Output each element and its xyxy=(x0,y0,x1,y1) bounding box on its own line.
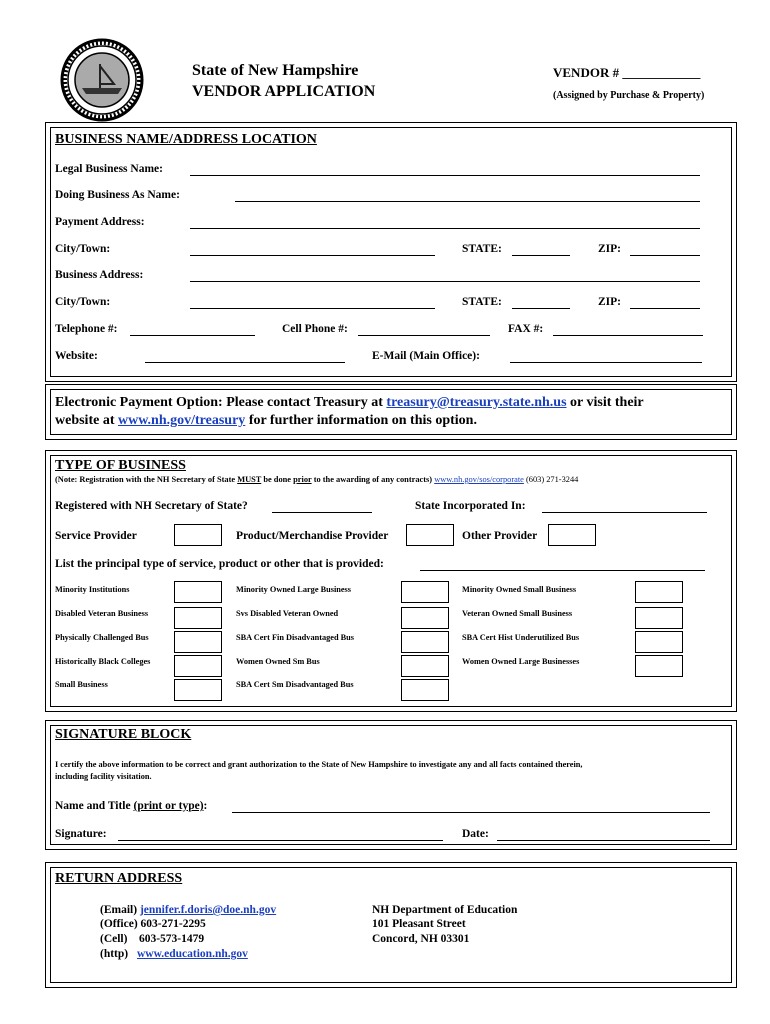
print-or-type-text: (print or type) xyxy=(133,800,204,812)
fax-label: FAX #: xyxy=(508,323,544,335)
payment-text1: Electronic Payment Option: Please contact Treasury at xyxy=(55,395,383,410)
signature-field[interactable] xyxy=(118,840,443,841)
dba-field[interactable] xyxy=(235,201,700,202)
zip1-label: ZIP: xyxy=(598,243,621,255)
service-provider-checkbox[interactable] xyxy=(174,524,222,546)
principal-type-label: List the principal type of service, product or other that is provided: xyxy=(55,558,384,570)
city1-label: City/Town: xyxy=(55,243,111,255)
city1-field[interactable] xyxy=(190,255,435,256)
payment-section xyxy=(45,384,737,440)
website-label: Website: xyxy=(55,350,98,362)
cat-veteran-small-checkbox[interactable] xyxy=(635,607,683,629)
return-email-label: (Email) xyxy=(100,904,138,916)
cat-physically-challenged-checkbox[interactable] xyxy=(174,631,222,653)
name-title-colon: : xyxy=(203,800,208,812)
state1-field[interactable] xyxy=(512,255,570,256)
return-email-link[interactable]: jennifer.f.doris@doe.nh.gov xyxy=(139,904,277,916)
note-prefix: (Note: Registration with the NH Secretary of State xyxy=(55,475,236,484)
cat-svs-disabled-veteran-checkbox[interactable] xyxy=(401,607,449,629)
sos-link[interactable]: www.nh.gov/sos/corporate xyxy=(434,475,524,484)
return-city: Concord, NH 03301 xyxy=(372,933,470,945)
fax-field[interactable] xyxy=(553,335,703,336)
cat-minority-large: Minority Owned Large Business xyxy=(236,585,352,594)
treasury-email-link[interactable]: treasury@treasury.state.nh.us xyxy=(386,395,567,410)
dba-label: Doing Business As Name: xyxy=(55,189,180,201)
cat-veteran-small: Veteran Owned Small Business xyxy=(462,609,573,618)
cat-women-large: Women Owned Large Businesses xyxy=(462,657,580,666)
page-title-line2: VENDOR APPLICATION xyxy=(192,83,376,100)
signature-section-heading: SIGNATURE BLOCK xyxy=(55,727,192,742)
cat-black-colleges: Historically Black Colleges xyxy=(55,657,151,666)
business-address-section xyxy=(45,122,737,382)
page-title-line1: State of New Hampshire xyxy=(192,62,359,79)
return-dept: NH Department of Education xyxy=(372,904,518,916)
legal-name-field[interactable] xyxy=(190,175,700,176)
state-incorporated-label: State Incorporated In: xyxy=(415,500,526,512)
return-web-line xyxy=(100,948,248,960)
cat-sba-sm-disadvantaged-checkbox[interactable] xyxy=(401,679,449,701)
date-field[interactable] xyxy=(497,840,710,841)
other-provider-checkbox[interactable] xyxy=(548,524,596,546)
payment-line1 xyxy=(55,395,644,411)
cat-women-small-checkbox[interactable] xyxy=(401,655,449,677)
city2-label: City/Town: xyxy=(55,296,111,308)
telephone-label: Telephone #: xyxy=(55,323,118,335)
payment-text4: for further information on this option. xyxy=(248,413,477,428)
certify-line1: I certify the above information to be correct and grant authorization to the State of New Hampshire to investigate any and all facts contained therein, xyxy=(55,760,583,769)
name-title-label xyxy=(55,800,207,812)
cat-svs-disabled-veteran: Svs Disabled Veteran Owned xyxy=(236,609,339,618)
vendor-number-note: (Assigned by Purchase & Property) xyxy=(553,90,705,101)
return-section-heading: RETURN ADDRESS xyxy=(55,871,183,886)
cat-sba-hist-underutilized-checkbox[interactable] xyxy=(635,631,683,653)
payment-address-field[interactable] xyxy=(190,228,700,229)
legal-name-label: Legal Business Name: xyxy=(55,163,163,175)
cat-sba-sm-disadvantaged: SBA Cert Sm Disadvantaged Bus xyxy=(236,680,354,689)
name-title-text: Name and Title xyxy=(55,800,131,812)
cat-small-business: Small Business xyxy=(55,680,108,689)
name-title-field[interactable] xyxy=(232,812,710,813)
payment-text3: website at xyxy=(55,413,115,428)
cell-phone-label: Cell Phone #: xyxy=(282,323,348,335)
cat-physically-challenged: Physically Challenged Bus xyxy=(55,633,149,642)
other-provider-label: Other Provider xyxy=(462,530,538,542)
cat-disabled-veteran: Disabled Veteran Business xyxy=(55,609,149,618)
zip2-field[interactable] xyxy=(630,308,700,309)
return-office-phone: (Office) 603-271-2295 xyxy=(100,918,206,930)
registration-note xyxy=(55,475,578,484)
service-provider-label: Service Provider xyxy=(55,530,137,542)
product-provider-label: Product/Merchandise Provider xyxy=(236,530,389,542)
cat-small-business-checkbox[interactable] xyxy=(174,679,222,701)
email-label: E-Mail (Main Office): xyxy=(372,350,480,362)
principal-type-field[interactable] xyxy=(420,570,705,571)
cat-black-colleges-checkbox[interactable] xyxy=(174,655,222,677)
return-street: 101 Pleasant Street xyxy=(372,918,466,930)
business-address-label: Business Address: xyxy=(55,269,144,281)
signature-label: Signature: xyxy=(55,828,107,840)
payment-line2 xyxy=(55,413,477,429)
registered-field[interactable] xyxy=(272,512,372,513)
city2-field[interactable] xyxy=(190,308,435,309)
telephone-field[interactable] xyxy=(130,335,255,336)
cat-sba-hist-underutilized: SBA Cert Hist Underutilized Bus xyxy=(462,633,580,642)
payment-text2: or visit their xyxy=(570,395,644,410)
state2-label: STATE: xyxy=(462,296,502,308)
cat-minority-small-checkbox[interactable] xyxy=(635,581,683,603)
business-section-heading: BUSINESS NAME/ADDRESS LOCATION xyxy=(55,132,317,147)
cat-minority-institutions-checkbox[interactable] xyxy=(174,581,222,603)
cat-sba-fin-disadvantaged: SBA Cert Fin Disadvantaged Bus xyxy=(236,633,355,642)
state1-label: STATE: xyxy=(462,243,502,255)
state2-field[interactable] xyxy=(512,308,570,309)
note-mid: be done xyxy=(263,475,292,484)
cat-minority-institutions: Minority Institutions xyxy=(55,585,130,594)
email-field[interactable] xyxy=(510,362,702,363)
note-prior: prior xyxy=(293,475,312,484)
business-address-field[interactable] xyxy=(190,281,700,282)
return-http-label: (http) xyxy=(100,948,129,960)
return-email-line xyxy=(100,904,276,916)
website-field[interactable] xyxy=(145,362,345,363)
certify-line2: including facility visitation. xyxy=(55,772,152,781)
zip1-field[interactable] xyxy=(630,255,700,256)
registered-label: Registered with NH Secretary of State? xyxy=(55,500,248,512)
date-label: Date: xyxy=(462,828,489,840)
state-incorporated-field[interactable] xyxy=(542,512,707,513)
cat-minority-small: Minority Owned Small Business xyxy=(462,585,577,594)
type-of-business-section xyxy=(45,450,737,712)
cat-minority-large-checkbox[interactable] xyxy=(401,581,449,603)
cat-women-large-checkbox[interactable] xyxy=(635,655,683,677)
type-section-heading: TYPE OF BUSINESS xyxy=(55,458,186,473)
cat-women-small: Women Owned Sm Bus xyxy=(236,657,320,666)
cell-phone-field[interactable] xyxy=(358,335,490,336)
cat-sba-fin-disadvantaged-checkbox[interactable] xyxy=(401,631,449,653)
treasury-web-link[interactable]: www.nh.gov/treasury xyxy=(118,413,246,428)
note-must: MUST xyxy=(237,475,262,484)
note-phone: (603) 271-3244 xyxy=(525,475,579,484)
vendor-number-label: VENDOR # ____________ xyxy=(553,65,701,80)
note-suffix: to the awarding of any contracts) xyxy=(313,475,433,484)
cat-disabled-veteran-checkbox[interactable] xyxy=(174,607,222,629)
zip2-label: ZIP: xyxy=(598,296,621,308)
return-cell-phone: (Cell) 603-573-1479 xyxy=(100,933,205,945)
state-seal-logo xyxy=(60,38,144,122)
product-provider-checkbox[interactable] xyxy=(406,524,454,546)
payment-address-label: Payment Address: xyxy=(55,216,145,228)
return-web-link[interactable]: www.education.nh.gov xyxy=(137,948,248,960)
